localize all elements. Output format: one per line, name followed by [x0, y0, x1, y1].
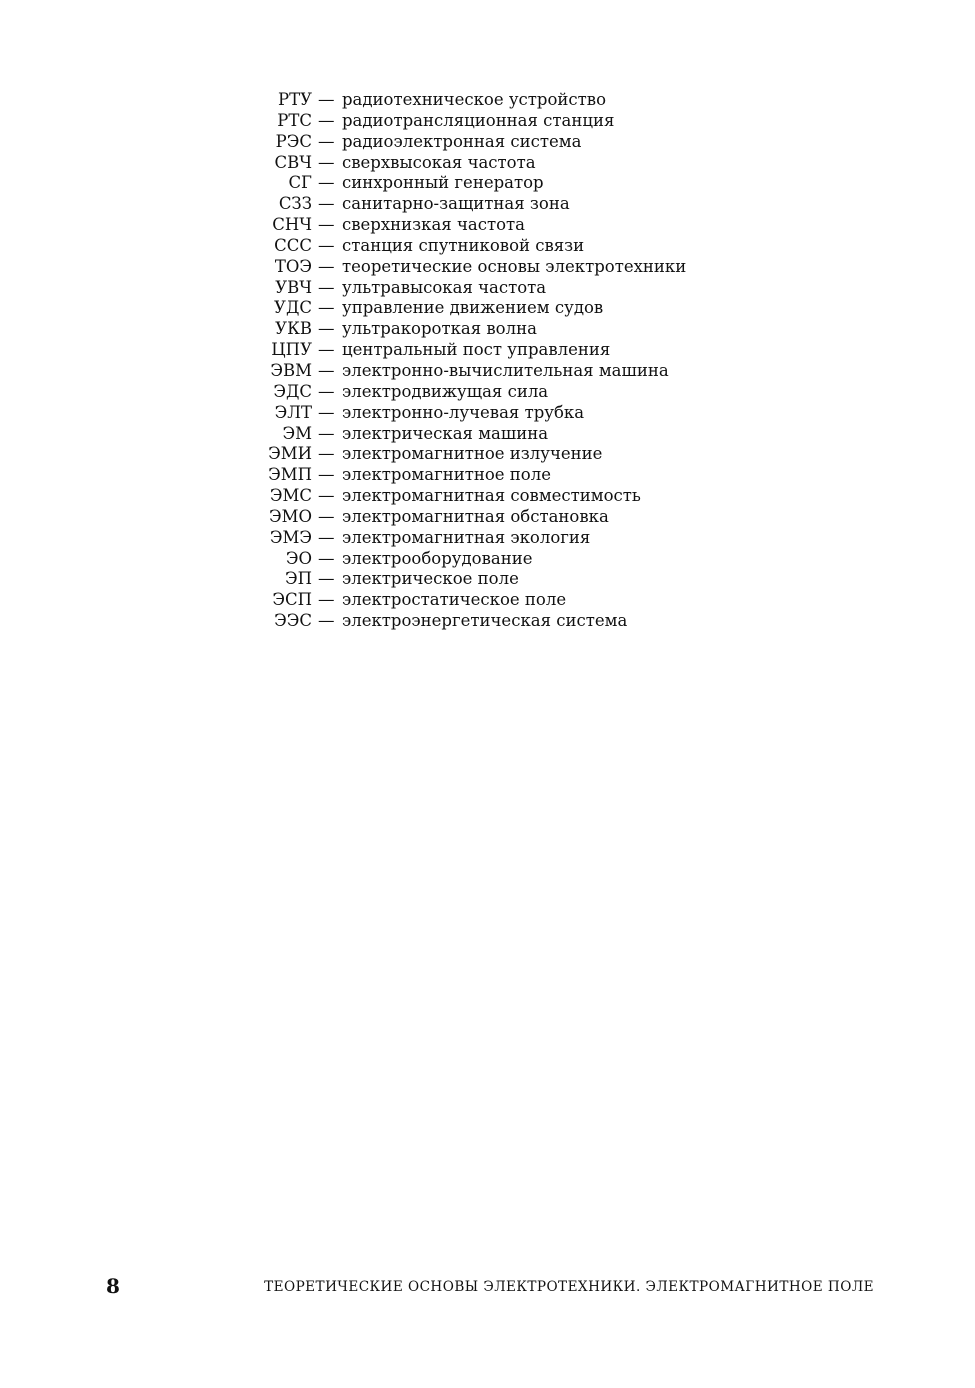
em-dash: —	[318, 402, 335, 422]
abbreviation-code: УВЧ	[275, 277, 312, 297]
abbreviation-definition: электронно-лучевая трубка	[342, 402, 585, 422]
em-dash: —	[318, 131, 335, 151]
em-dash: —	[318, 298, 335, 318]
abbreviation-row	[0, 298, 975, 319]
abbreviation-row	[0, 424, 975, 445]
abbreviation-code: СВЧ	[274, 152, 312, 172]
em-dash: —	[318, 215, 335, 235]
em-dash: —	[318, 173, 335, 193]
abbreviation-code: ЭЭС	[274, 611, 312, 631]
abbreviation-code: СНЧ	[272, 215, 312, 235]
em-dash: —	[318, 611, 335, 631]
abbreviation-code: ЭП	[284, 569, 312, 589]
em-dash: —	[318, 319, 335, 339]
abbreviation-row	[0, 340, 975, 361]
abbreviation-code: ТОЭ	[274, 256, 312, 276]
abbreviation-row	[0, 549, 975, 570]
abbreviation-definition: сверхнизкая частота	[342, 215, 525, 235]
em-dash: —	[318, 256, 335, 276]
abbreviation-row	[0, 361, 975, 382]
abbreviation-code: РТС	[277, 110, 312, 130]
page-number: 8	[106, 1274, 120, 1298]
abbreviation-code: ЭСП	[272, 590, 312, 610]
abbreviation-row	[0, 569, 975, 590]
abbreviation-definition: радиотехническое устройство	[342, 90, 607, 109]
abbreviation-row	[0, 403, 975, 424]
em-dash: —	[318, 548, 335, 568]
abbreviation-definition: электромагнитная обстановка	[342, 506, 609, 526]
em-dash: —	[318, 360, 335, 380]
abbreviation-code: УДС	[274, 298, 312, 318]
abbreviation-code: ЭМО	[268, 506, 312, 526]
abbreviation-row	[0, 215, 975, 236]
abbreviation-row	[0, 528, 975, 549]
em-dash: —	[318, 444, 335, 464]
abbreviation-row	[0, 236, 975, 257]
abbreviation-definition: электронно-вычислительная машина	[342, 360, 669, 380]
abbreviation-code: ЦПУ	[271, 340, 312, 360]
em-dash: —	[318, 569, 335, 589]
abbreviation-code: ЭМИ	[268, 444, 312, 464]
abbreviation-definition: электрооборудование	[342, 548, 533, 568]
abbreviation-definition: электрическая машина	[342, 423, 549, 443]
abbreviation-definition: радиоэлектронная система	[342, 131, 582, 151]
em-dash: —	[318, 340, 335, 360]
em-dash: —	[318, 423, 335, 443]
abbreviation-code: ЭМЭ	[269, 527, 312, 547]
abbreviation-code: УКВ	[275, 319, 312, 339]
abbreviation-definition: ультракороткая волна	[342, 319, 537, 339]
abbreviation-definition: станция спутниковой связи	[342, 235, 585, 255]
abbreviation-definition: электрическое поле	[342, 569, 519, 589]
abbreviation-row	[0, 319, 975, 340]
em-dash: —	[318, 590, 335, 610]
abbreviation-code: ЭМС	[269, 486, 312, 506]
abbreviation-row	[0, 486, 975, 507]
abbreviation-definition: центральный пост управления	[342, 340, 611, 360]
em-dash: —	[318, 465, 335, 485]
abbreviation-code: РЭС	[275, 131, 312, 151]
abbreviation-definition: управление движением судов	[342, 298, 604, 318]
em-dash: —	[318, 235, 335, 255]
em-dash: —	[318, 486, 335, 506]
abbreviation-code: ЭДС	[273, 381, 312, 401]
abbreviation-row	[0, 590, 975, 611]
abbreviation-definition: ультравысокая частота	[342, 277, 547, 297]
abbreviation-code: ЭО	[285, 548, 312, 568]
em-dash: —	[318, 110, 335, 130]
abbreviation-row	[0, 90, 975, 111]
running-footer-title: ТЕОРЕТИЧЕСКИЕ ОСНОВЫ ЭЛЕКТРОТЕХНИКИ. ЭЛЕКТРОМАГНИТНОЕ ПОЛЕ	[264, 1279, 874, 1295]
abbreviation-definition: санитарно-защитная зона	[342, 194, 570, 214]
abbreviation-row	[0, 111, 975, 132]
em-dash: —	[318, 277, 335, 297]
abbreviation-code: ЭЛТ	[274, 402, 312, 422]
abbreviation-definition: электромагнитная совместимость	[342, 486, 641, 506]
abbreviation-definition: электродвижущая сила	[342, 381, 549, 401]
abbreviation-definition: синхронный генератор	[342, 173, 544, 193]
abbreviation-row	[0, 132, 975, 153]
abbreviation-code: ССС	[274, 235, 312, 255]
abbreviation-row	[0, 153, 975, 174]
abbreviation-row	[0, 382, 975, 403]
abbreviation-definition: сверхвысокая частота	[342, 152, 536, 172]
abbreviation-row	[0, 444, 975, 465]
abbreviation-definition: электромагнитное поле	[342, 465, 551, 485]
abbreviation-code: ЭВМ	[270, 360, 312, 380]
abbreviation-definition: радиотрансляционная станция	[342, 110, 615, 130]
em-dash: —	[318, 152, 335, 172]
abbreviation-row	[0, 611, 975, 632]
em-dash: —	[318, 90, 335, 109]
abbreviation-code: СГ	[288, 173, 312, 193]
em-dash: —	[318, 527, 335, 547]
abbreviation-list	[0, 90, 975, 632]
abbreviation-code: ЭМ	[282, 423, 312, 443]
abbreviation-definition: электростатическое поле	[342, 590, 567, 610]
abbreviation-row	[0, 194, 975, 215]
abbreviation-row	[0, 173, 975, 194]
abbreviation-definition: электромагнитная экология	[342, 527, 591, 547]
abbreviation-code: РТУ	[277, 90, 312, 109]
abbreviation-definition: теоретические основы электротехники	[342, 256, 687, 276]
em-dash: —	[318, 194, 335, 214]
em-dash: —	[318, 381, 335, 401]
abbreviation-definition: электромагнитное излучение	[342, 444, 603, 464]
abbreviation-definition: электроэнергетическая система	[342, 611, 628, 631]
abbreviation-row	[0, 278, 975, 299]
abbreviation-code: ЭМП	[268, 465, 312, 485]
abbreviation-code: СЗЗ	[278, 194, 312, 214]
abbreviation-row	[0, 465, 975, 486]
abbreviation-row	[0, 257, 975, 278]
em-dash: —	[318, 506, 335, 526]
abbreviation-row	[0, 507, 975, 528]
